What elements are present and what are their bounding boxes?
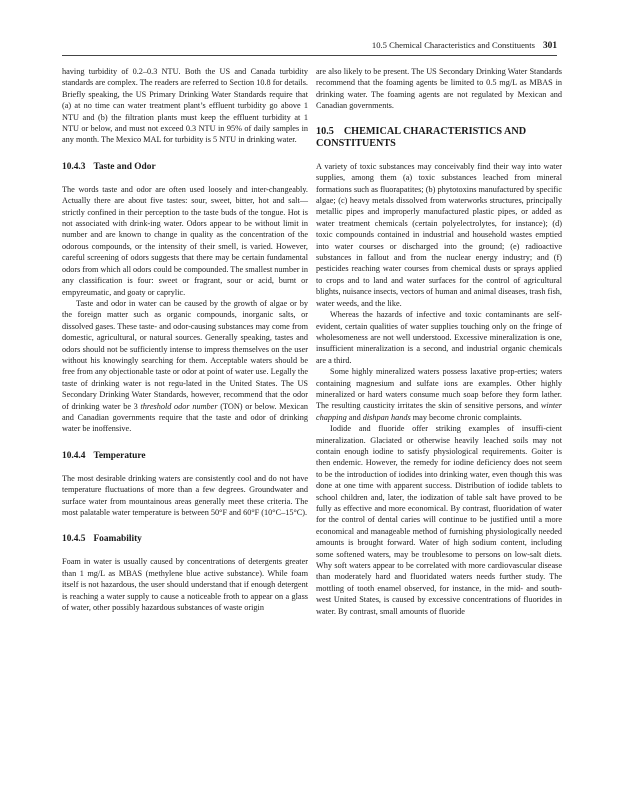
paragraph-temperature: The most desirable drinking waters are consistently cool and do not have temperature fluctuations of more than a few degrees. Groundwater and surface water from mountainous areas generally meet these criteria. The most palatable water temperature is between 50°F and 60°F (10°C–15°C).	[62, 473, 308, 517]
heading-10-5	[316, 126, 562, 151]
section-number: 10.4.3	[62, 161, 86, 172]
running-header	[62, 40, 557, 56]
paragraph-foamability-continued: are also likely to be present. The US Secondary Drinking Water Standards recommend that the foaming agents be limited to 0.5 mg/L as MBAS in drinking water. The foaming agents are not regulated by Mexican and Canadian governments.	[316, 67, 562, 111]
heading-10-4-3	[62, 161, 308, 173]
section-number: 10.4.4	[62, 450, 86, 461]
emphasis-term: winter chapping	[316, 401, 562, 422]
section-title: Temperature	[93, 450, 146, 461]
paragraph-taste-1: The words taste and odor are often used loosely and inter-changeably. Actually there are about five tastes: sour, sweet, bitter, hot and salt— strictly confined in their perception to the taste buds of the tongue. Hot is not associated with drink-ing water. Odors appear to be without limit in number and are known to change in quality as the concentration of the odorous compounds, or the intensity of their smell, is varied. However, careful screening of odors suggests that there may be certain fundamental odors from which all odors could be compounded. The smallest number in any classification is four: sweet or fragrant, sour or acid, burnt or empyreumatic, and goaty or caprylic.	[62, 184, 308, 297]
paragraph-turbidity-continued: having turbidity of 0.2–0.3 NTU. Both the US and Canada turbidity standards are complex. The readers are referred to Section 10.8 for details. Briefly speaking, the US Primary Drinking Water Standards require that (a) at no time can water treatment plant’s effluent turbidity go above 1 NTU and (b) the filtration plants must keep the effluent turbidity at 1 NTU or below, and must not exceed 0.3 NTU in 95% of daily samples in any month. The Mexico MAL for turbidity is 5 NTU in drinking water.	[62, 67, 308, 145]
emphasis-term: dishpan hands	[362, 412, 411, 422]
section-title: Foamability	[93, 534, 142, 545]
right-column	[316, 66, 562, 617]
text-run: and	[346, 412, 363, 422]
paragraph-chemical-3	[316, 366, 562, 423]
paragraph-foamability: Foam in water is usually caused by concentrations of detergents greater than 1 mg/L as MBAS (methylene blue active substance). While foam itself is not hazardous, the user should understand that if enough detergent is reaching a water supply to cause a noticeable froth to appear on a glass of water, other possibly hazardous substances of waste origin	[62, 557, 308, 613]
left-column	[62, 66, 308, 613]
section-number: 10.5	[316, 125, 334, 137]
page-number: 301	[542, 41, 557, 51]
text-run: Some highly mineralized waters possess laxative prop-erties; waters containing magnesium and sulfate ions are examples. Other highly mineralized or hard waters consume much soap before they form lather. The resulting causticity irritates the skin of sensitive persons, and	[316, 367, 562, 411]
text-run: Taste and odor in water can be caused by the growth of algae or by the foreign matter such as organic compounds, inorganic salts, or dissolved gases. These taste- and odor-causing substances may come from domestic, agricultural, or natural sources. Generally speaking, tastes and odors should not be sufficiently intense to impress themselves on the user without his knowingly searching for them. Acceptable waters should be free from any objectionable taste or odor at point of water use. Legally the taste of drinking water is not regu-lated in the United States. The US Secondary Drinking Water Standards, however, recommend that the odor of drinking water be 3	[62, 298, 308, 411]
paragraph-taste-2	[62, 298, 308, 435]
text-run: may become chronic complaints.	[410, 412, 522, 422]
paragraph-chemical-1: A variety of toxic substances may conceivably find their way into water supplies, among them (a) toxic substances leached from mineral formations such as fluorapatites; (b) phytotoxins manufactured by specific algae; (c) heavy metals dissolved from waterworks structures, principally metallic pipes and improperly manufactured plastic pipes, or added as water treatment chemicals (certain polyelectrolytes, for instance); (d) toxic compounds contained in industrial and household wastes emptied into water courses or discharged into the ground; (e) radioactive substances in fallout and from the nuclear energy industry; and (f) pesticides reaching water courses from chemical dusts or sprays applied to crops and to land and water surfaces for the control of agricultural blights, nuisance insects, vectors of human and animal diseases, trash fish, water weeds, and the like.	[316, 161, 562, 308]
section-title: CHEMICAL CHARACTERISTICS AND CONSTITUENTS	[316, 125, 527, 150]
heading-10-4-5	[62, 533, 308, 545]
paragraph-chemical-4: Iodide and fluoride offer striking examples of insuffi-cient mineralization. Glaciated or otherwise heavily leached soils may not contain enough iodine to satisfy physiological requirements. Goiter is then endemic. However, the remedy for iodine deficiency does not seem to be the introduction of iodides into drinking water, even though this was done at one time with apparent success. Distribution of iodide tablets to school children and, later, the iodization of table salt have proved to be fully as effective and more economical. By contrast, fluoridation of water for the control of dental caries will continue to be justified until a more economical and manageable method of furnishing physiologically needed amounts is brought forward. Water of high sodium content, including some softened waters, may be troublesome to persons on low-salt diets. Why soft waters appear to be correlated with more cardiovascular disease than moderately hard and fluoridated waters needs further study. The mottling of tooth enamel observed, for instance, in the mid- and south-west United States, is caused by excessive concentrations of fluorides in water. By contrast, small amounts of fluoride	[316, 424, 562, 616]
section-title: Taste and Odor	[93, 161, 156, 172]
paragraph-chemical-2: Whereas the hazards of infective and toxic contaminants are self-evident, certain qualities of water supplies touching only on the fringe of wholesomeness are not well understood. Excessive mineralization is one, insufficient mineralization is a second, and industrial organic chemicals are a third.	[316, 310, 562, 365]
emphasis-term: threshold odor number	[140, 401, 218, 411]
heading-10-4-4	[62, 450, 308, 462]
running-title: 10.5 Chemical Characteristics and Constituents	[371, 40, 535, 50]
section-number: 10.4.5	[62, 534, 86, 545]
text-run: (TON) or below. Mexican and Canadian governments require that the taste and odor of drinking water be inoffensive.	[62, 401, 309, 434]
